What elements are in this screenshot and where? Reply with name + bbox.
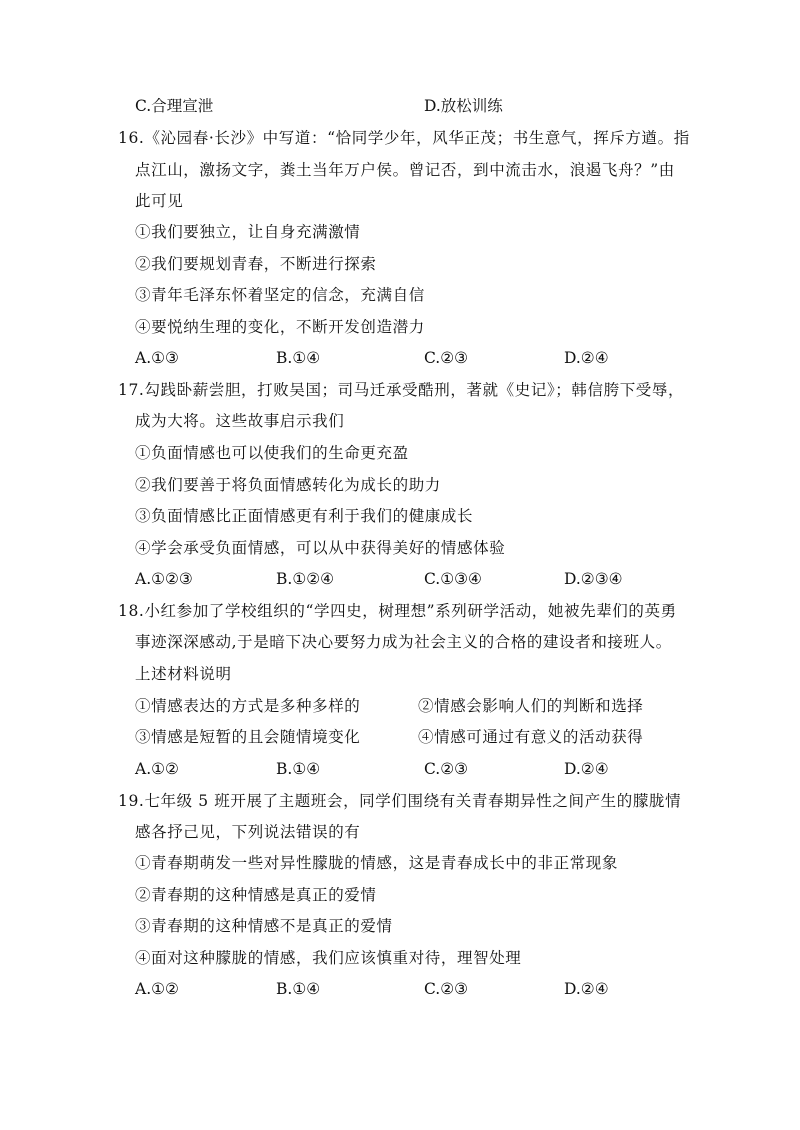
q17-stem-line-1: 17.勾践卧薪尝胆，打败吴国；司马迁承受酷刑，著就《史记》；韩信胯下受辱， [118,381,685,399]
q16-option-c: C.②③ [424,349,469,367]
q18-stem-line-2: 事迹深深感动,于是暗下决心要努力成为社会主义的合格的建设者和接班人。 [135,633,672,651]
q18-item-1: ①情感表达的方式是多种多样的 [135,697,361,715]
q17-stem-line-2: 成为大将。这些故事启示我们 [135,412,345,430]
q15-option-c: C.合理宣泄 [135,97,214,115]
q16-item-4: ④要悦纳生理的变化，不断开发创造潜力 [135,318,425,336]
q16-option-b: B.①④ [276,349,321,367]
q18-stem-line-3: 上述材料说明 [135,665,232,683]
q17-item-2: ②我们要善于将负面情感转化为成长的助力 [135,476,441,494]
q17-item-3: ③负面情感比正面情感更有利于我们的健康成长 [135,507,474,525]
q16-item-1: ①我们要独立，让自身充满激情 [135,223,361,241]
q17-option-c: C.①③④ [424,570,482,588]
q19-option-d: D.②④ [564,980,609,998]
q19-stem-line-2: 感各抒己见，下列说法错误的有 [135,823,361,841]
q17-item-1: ①负面情感也可以使我们的生命更充盈 [135,444,409,462]
q17-option-a: A.①②③ [135,570,193,588]
q17-option-b: B.①②④ [276,570,335,588]
q19-item-3: ③青春期的这种情感不是真正的爱情 [135,917,393,935]
q16-item-3: ③青年毛泽东怀着坚定的信念，充满自信 [135,286,425,304]
q16-stem-line-1: 16.《沁园春·长沙》中写道：“恰同学少年，风华正茂；书生意气，挥斥方遒。指 [118,129,690,147]
q16-item-2: ②我们要规划青春，不断进行探索 [135,255,377,273]
q18-item-4: ④情感可通过有意义的活动获得 [418,728,644,746]
q18-item-2: ②情感会影响人们的判断和选择 [418,697,644,715]
q18-stem-line-1: 18.小红参加了学校组织的“学四史，树理想”系列研学活动，她被先辈们的英勇 [118,602,677,620]
q19-item-2: ②青春期的这种情感是真正的爱情 [135,886,377,904]
q18-option-a: A.①② [135,760,179,778]
q17-option-d: D.②③④ [564,570,623,588]
q16-stem-line-2: 点江山，激扬文字，粪土当年万户侯。曾记否，到中流击水，浪遏飞舟？”由 [135,161,675,179]
q15-option-d: D.放松训练 [424,97,503,115]
q18-option-b: B.①④ [276,760,321,778]
q16-option-d: D.②④ [564,349,609,367]
q18-option-c: C.②③ [424,760,469,778]
q18-option-d: D.②④ [564,760,609,778]
q19-option-a: A.①② [135,980,179,998]
q19-stem-line-1: 19.七年级 5 班开展了主题班会，同学们围绕有关青春期异性之间产生的朦胧情 [118,792,682,810]
q19-item-1: ①青春期萌发一些对异性朦胧的情感，这是青春成长中的非正常现象 [135,854,619,872]
q19-option-b: B.①④ [276,980,321,998]
q19-item-4: ④面对这种朦胧的情感，我们应该慎重对待，理智处理 [135,949,522,967]
q17-item-4: ④学会承受负面情感，可以从中获得美好的情感体验 [135,539,506,557]
q18-item-3: ③情感是短暂的且会随情境变化 [135,728,361,746]
q16-stem-line-3: 此可见 [135,192,184,210]
q19-option-c: C.②③ [424,980,469,998]
q16-option-a: A.①③ [135,349,179,367]
